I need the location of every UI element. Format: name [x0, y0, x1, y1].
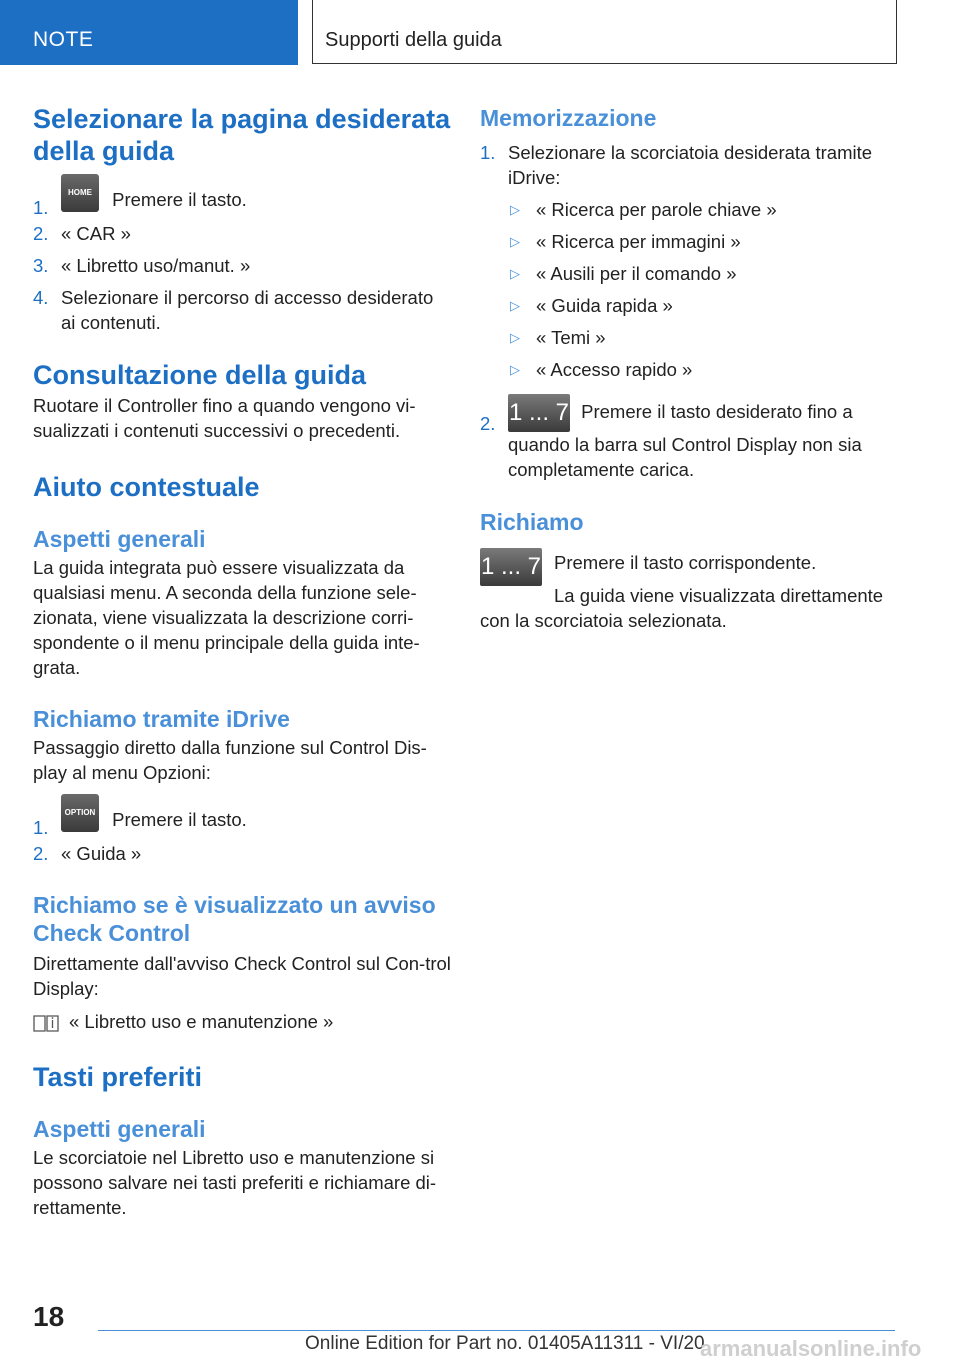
left-column — [33, 100, 451, 1220]
memorization-steps — [480, 140, 900, 190]
triangle-bullet-icon: ▷ — [510, 202, 520, 217]
subheading-favorite-general: Aspetti generali — [33, 1116, 206, 1142]
list-item — [508, 197, 900, 222]
step-number: 4. — [33, 287, 49, 308]
list-item — [508, 357, 900, 382]
triangle-bullet-icon: ▷ — [510, 234, 520, 249]
favorite-key-icon: 1 ... 7 — [508, 394, 570, 432]
step-text: « Guida » — [61, 843, 142, 864]
list-item — [480, 394, 900, 482]
list-item — [33, 187, 451, 221]
list-item — [508, 229, 900, 254]
consultation-text: Ruotare il Controller fino a quando vengono vi-sualizzati i contenuti successivi o precedenti. — [33, 395, 416, 441]
page-number: 18 — [33, 1301, 65, 1332]
heading-contextual-help: Aiuto contestuale — [33, 472, 260, 502]
list-item — [33, 221, 451, 246]
step-number: 2. — [33, 223, 49, 244]
step-number: 2. — [480, 413, 496, 434]
idrive-call-text: Passaggio diretto dalla funzione sul Control Dis-play al menu Opzioni: — [33, 737, 427, 783]
header-section-label: NOTE — [33, 28, 94, 51]
footer-edition: Online Edition for Part no. 01405A11311 - VI/20 — [305, 1333, 705, 1354]
header-chapter-label: Supporti della guida — [325, 29, 502, 51]
memorization-steps-2 — [480, 394, 900, 482]
select-page-steps — [33, 187, 451, 335]
list-item — [508, 261, 900, 286]
favorite-keys-text: Le scorciatoie nel Libretto uso e manutenzione si possono salvare nei tasti preferiti e richiamare di-rettamente. — [33, 1147, 437, 1218]
step-text: Premere il tasto. — [112, 189, 247, 210]
subheading-recall: Richiamo — [480, 509, 584, 535]
manual-link-line — [33, 1009, 451, 1034]
manual-link-text[interactable]: « Libretto uso e manutenzione » — [69, 1011, 334, 1032]
subheading-memorization: Memorizzazione — [480, 105, 657, 131]
step-number: 1. — [33, 197, 49, 218]
step-text: Selezionare il percorso di accesso desiderato ai contenuti. — [61, 287, 434, 333]
idrive-steps — [33, 807, 451, 866]
triangle-bullet-icon: ▷ — [510, 330, 520, 345]
right-column — [480, 100, 900, 633]
subheading-idrive-call: Richiamo tramite iDrive — [33, 706, 290, 732]
heading-select-page: Selezionare la pagina desiderata della guida — [33, 104, 451, 166]
footer-divider — [98, 1330, 895, 1331]
recall-line-2: La guida viene visualizzata direttamente con la scorciatoia selezionata. — [480, 585, 884, 631]
heading-favorite-keys: Tasti preferiti — [33, 1062, 203, 1092]
list-item — [33, 253, 451, 278]
step-text: « Libretto uso/manut. » — [61, 255, 251, 276]
subheading-general-aspects: Aspetti generali — [33, 526, 206, 552]
list-item — [508, 325, 900, 350]
home-button-icon: HOME — [61, 174, 99, 212]
step-number: 3. — [33, 255, 49, 276]
list-item — [33, 841, 451, 866]
header-section-tab — [0, 0, 298, 65]
bullet-text: « Ricerca per immagini » — [536, 231, 741, 252]
step-text: Premere il tasto desiderato fino a quando la barra sul Control Display non sia completamente carica. — [508, 400, 862, 480]
list-item — [480, 140, 900, 190]
bullet-text: « Ausili per il comando » — [536, 263, 737, 284]
heading-consultation: Consultazione della guida — [33, 360, 367, 390]
book-icon — [33, 1013, 59, 1033]
list-item — [508, 293, 900, 318]
bullet-text: « Temi » — [536, 327, 606, 348]
favorite-key-icon: 1 ... 7 — [480, 548, 542, 586]
option-button-icon: OPTION — [61, 794, 99, 832]
triangle-bullet-icon: ▷ — [510, 298, 520, 313]
general-aspects-text: La guida integrata può essere visualizzata da qualsiasi menu. A seconda della funzione sele-zionata, viene visualizzata la descrizione corri-spondente o il menu principale della guida inte-grata. — [33, 557, 420, 678]
list-item — [33, 807, 451, 841]
bullet-text: « Guida rapida » — [536, 295, 673, 316]
shortcut-options — [480, 197, 900, 382]
list-item — [33, 285, 451, 335]
step-number: 2. — [33, 843, 49, 864]
header-chapter-box — [312, 0, 897, 64]
recall-block — [480, 550, 900, 633]
watermark: armanualsonline.info — [700, 1336, 922, 1361]
step-number: 1. — [480, 142, 496, 163]
step-text: Premere il tasto. — [112, 809, 247, 830]
subheading-check-control: Richiamo se è visualizzato un avviso Check Control — [33, 892, 436, 946]
step-text: Selezionare la scorciatoia desiderata tramite iDrive: — [508, 142, 873, 188]
check-control-text: Direttamente dall'avviso Check Control sul Con-trol Display: — [33, 953, 451, 999]
triangle-bullet-icon: ▷ — [510, 266, 520, 281]
step-number: 1. — [33, 817, 49, 838]
bullet-text: « Ricerca per parole chiave » — [536, 199, 777, 220]
recall-line-1: Premere il tasto corrispondente. — [554, 552, 817, 573]
bullet-text: « Accesso rapido » — [536, 359, 693, 380]
triangle-bullet-icon: ▷ — [510, 362, 520, 377]
step-text: « CAR » — [61, 223, 131, 244]
